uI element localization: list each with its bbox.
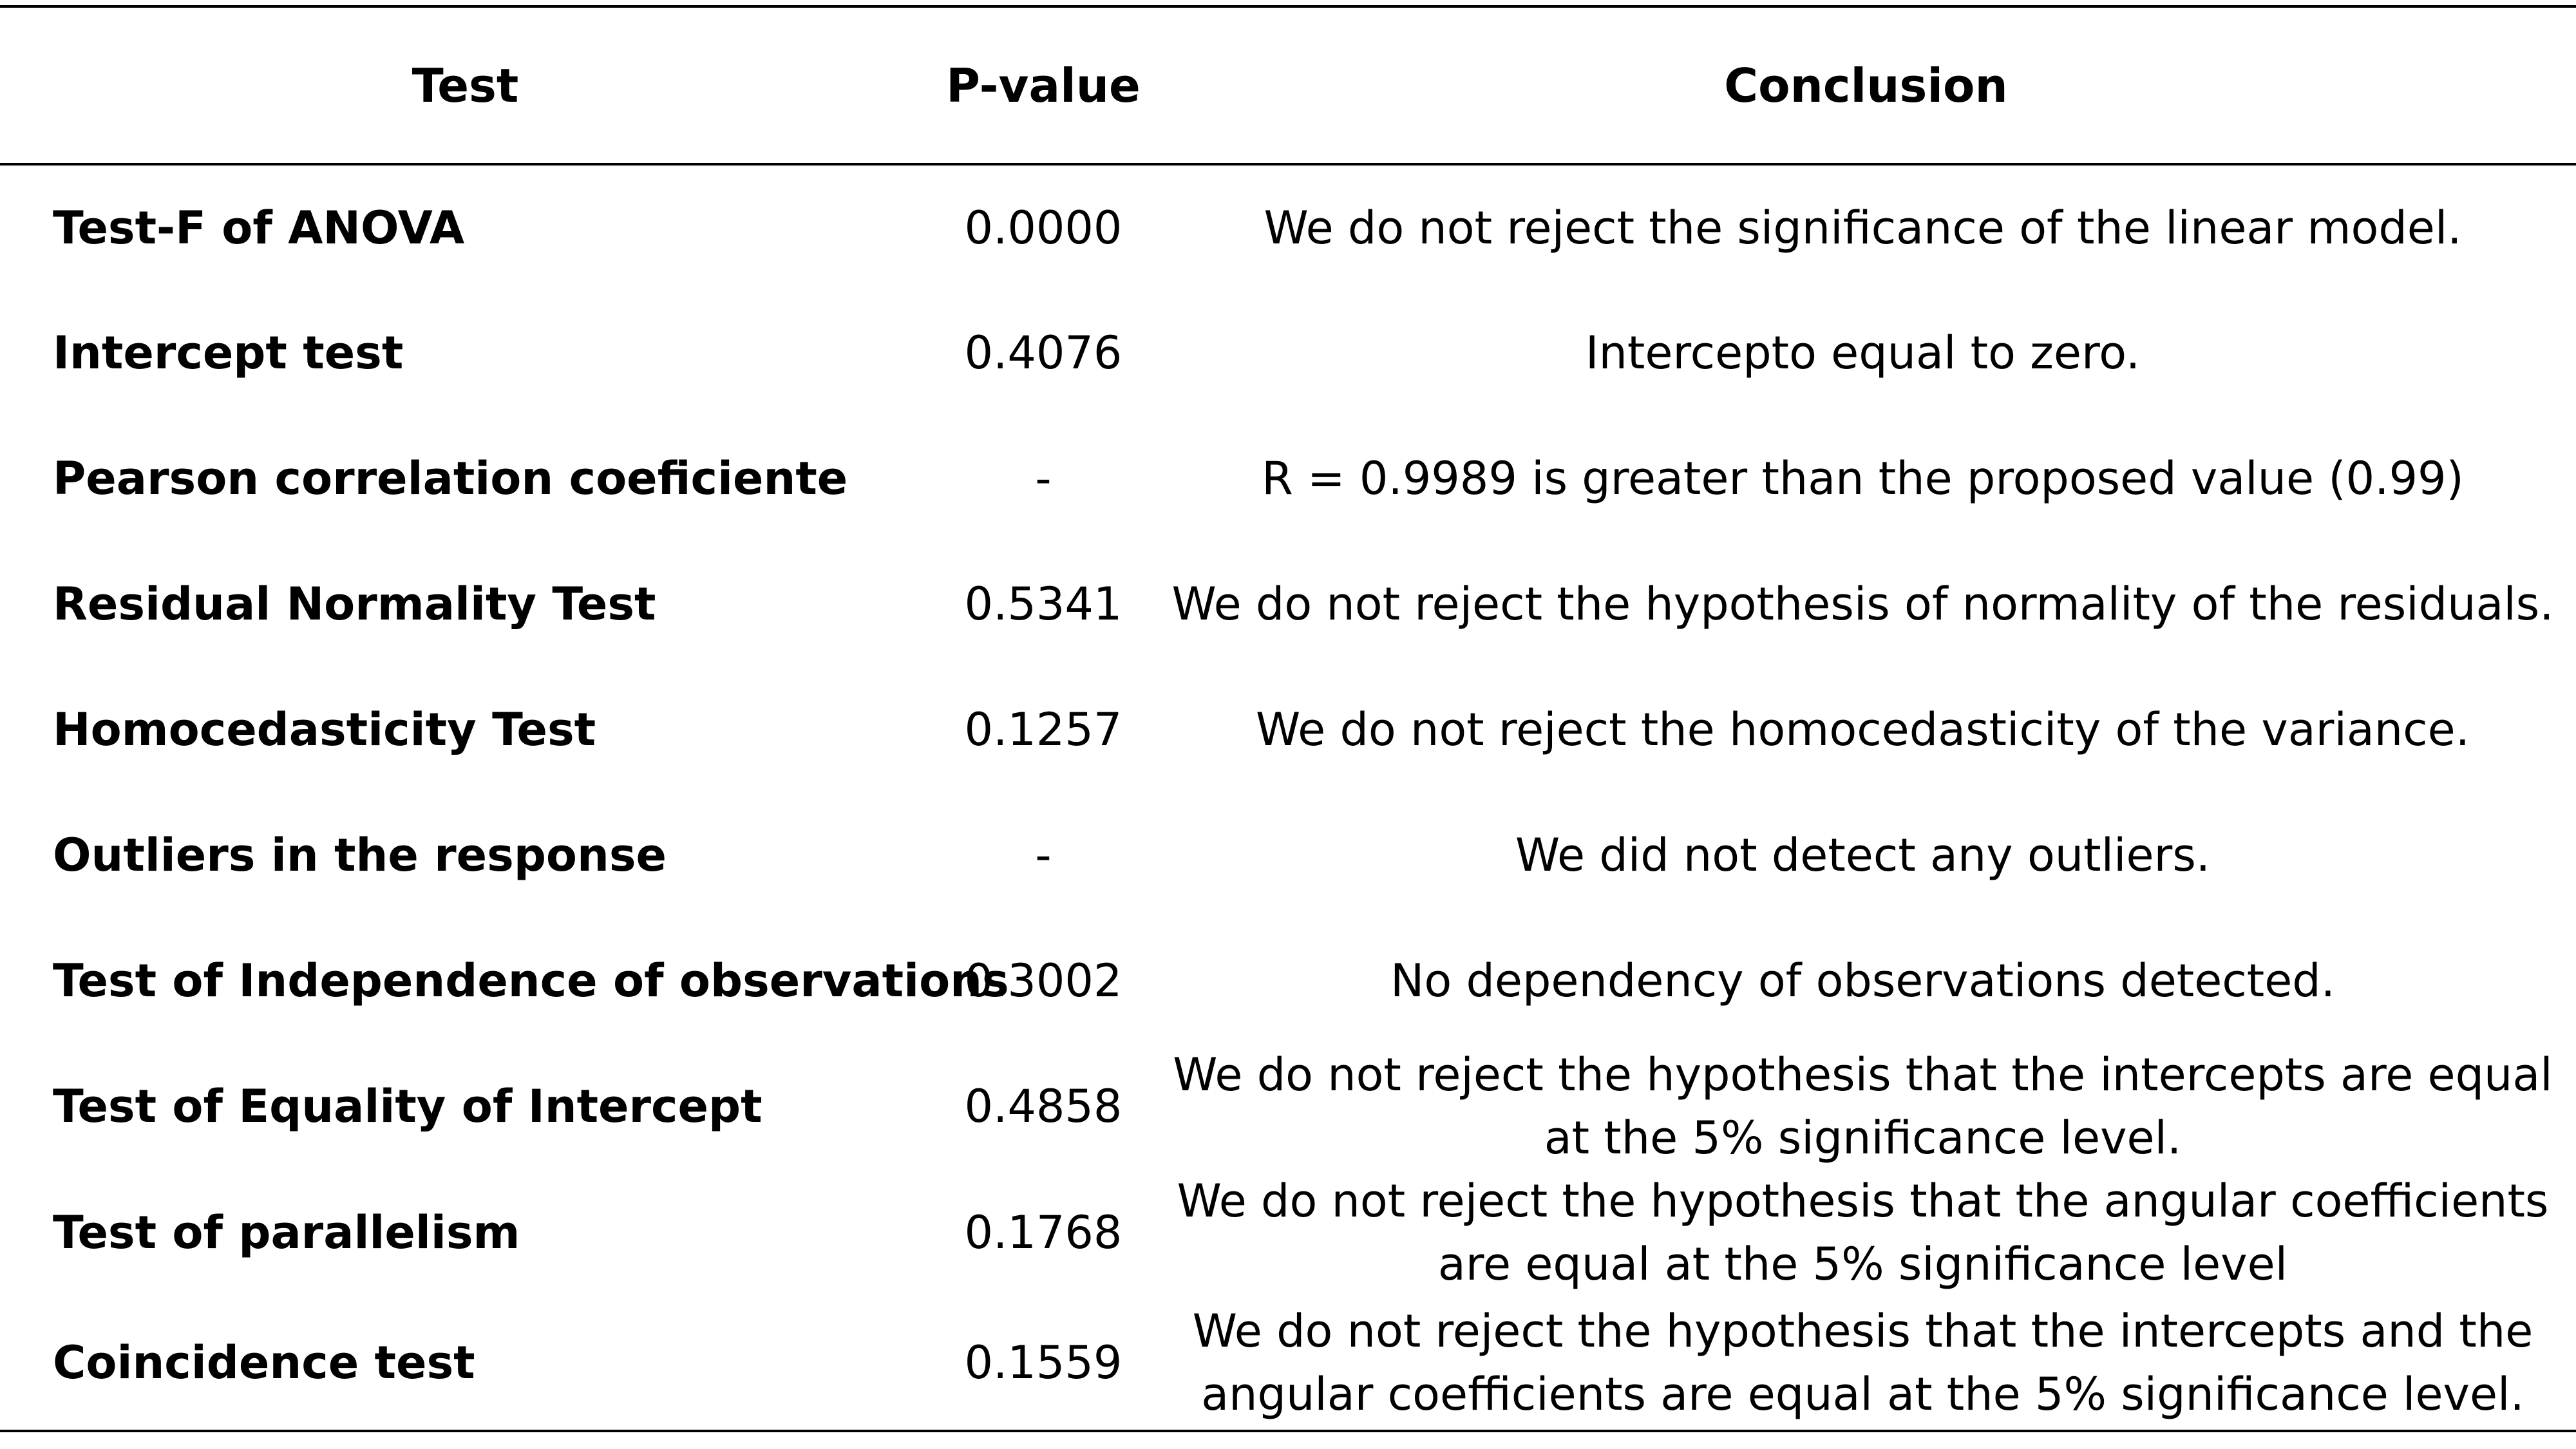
test-name-cell: Test of Equality of Intercept	[53, 1080, 762, 1133]
pvalue-cell: 0.1257	[964, 703, 1122, 756]
conclusion-cell: We do not reject the significance of the linear model.	[1264, 201, 2462, 254]
table-row	[0, 1296, 2576, 1431]
test-name-cell: Homocedasticity Test	[53, 703, 596, 756]
table-row	[0, 415, 2576, 541]
test-name-cell: Pearson correlation coeficiente	[53, 451, 848, 505]
conclusion-cell: Intercepto equal to zero.	[1585, 326, 2141, 379]
conclusion-cell: We do not reject the homocedasticity of the variance.	[1256, 703, 2470, 756]
conclusion-cell: We did not detect any outliers.	[1515, 828, 2211, 882]
pvalue-cell: 0.1559	[964, 1336, 1122, 1389]
test-name-cell: Outliers in the response	[53, 828, 667, 882]
pvalue-cell: 0.1768	[964, 1206, 1122, 1259]
table-row	[0, 918, 2576, 1043]
pvalue-cell: 0.3002	[964, 954, 1122, 1007]
conclusion-cell: We do not reject the hypothesis that the intercepts are equal at the 5% significance level.	[1173, 1048, 2553, 1164]
header-conclusion: Conclusion	[1724, 58, 2008, 113]
pvalue-cell: -	[1035, 828, 1052, 882]
test-name-cell: Intercept test	[53, 326, 404, 379]
header-row	[0, 6, 2576, 164]
pvalue-cell: 0.0000	[964, 201, 1122, 254]
table-row	[0, 541, 2576, 667]
table-row	[0, 667, 2576, 792]
table-row	[0, 1170, 2576, 1296]
test-name-cell: Test of Independence of observations	[53, 954, 1009, 1007]
pvalue-cell: 0.5341	[964, 577, 1122, 630]
pvalue-cell: -	[1035, 451, 1052, 505]
conclusion-cell: We do not reject the hypothesis that the angular coefficients are equal at the 5% significance level	[1177, 1175, 2549, 1291]
pvalue-cell: 0.4858	[964, 1080, 1122, 1133]
table-row	[0, 1043, 2576, 1170]
results-table	[0, 5, 2576, 1432]
conclusion-cell: No dependency of observations detected.	[1390, 954, 2335, 1007]
conclusion-cell: We do not reject the hypothesis of normality of the residuals.	[1171, 577, 2554, 630]
test-name-cell: Test of parallelism	[53, 1206, 520, 1259]
conclusion-cell: We do not reject the hypothesis that the intercepts and the angular coefficients are equal at the 5% significance level.	[1192, 1305, 2533, 1421]
test-name-cell: Coincidence test	[53, 1336, 475, 1389]
pvalue-cell: 0.4076	[964, 326, 1122, 379]
test-name-cell: Residual Normality Test	[53, 577, 656, 630]
table-body	[0, 164, 2576, 1431]
table-row	[0, 164, 2576, 290]
header-pvalue: P-value	[946, 58, 1141, 113]
table-row	[0, 792, 2576, 918]
table-row	[0, 290, 2576, 415]
test-name-cell: Test-F of ANOVA	[53, 201, 465, 254]
header-test: Test	[412, 58, 519, 113]
conclusion-cell: R = 0.9989 is greater than the proposed value (0.99)	[1262, 451, 2464, 505]
table-header	[0, 6, 2576, 164]
